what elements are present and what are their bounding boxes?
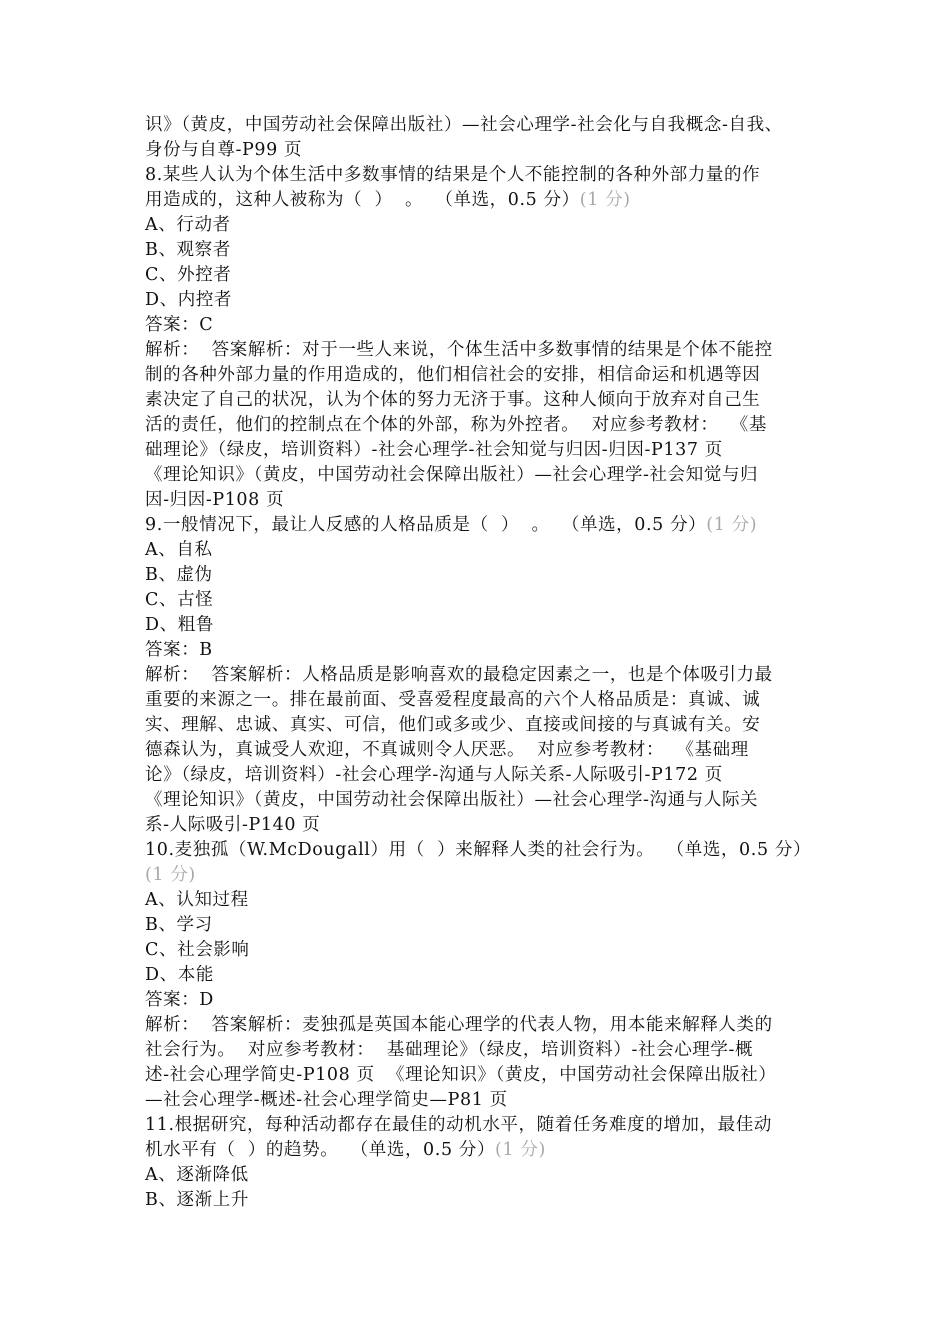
q10-stem: 10.麦独孤（W.McDougall）用（ ）来解释人类的社会行为。 （单选，0.5 分）: [145, 840, 812, 860]
q10-analysis: —社会心理学-概述-社会心理学简史—P81 页: [145, 1090, 508, 1110]
q8-score: (1 分): [579, 190, 631, 210]
q11-stem: 11.根据研究，每种活动都存在最佳的动机水平，随着任务难度的增加，最佳动: [145, 1115, 772, 1135]
q9-option-d: D、粗鲁: [145, 615, 214, 635]
q10-analysis: 解析： 答案解析：麦独孤是英国本能心理学的代表人物，用本能来解释人类的: [145, 1015, 773, 1035]
q8-analysis: 素决定了自己的状况，认为个体的努力无济于事。这种人倾向于放弃对自己生: [145, 390, 761, 410]
q8-analysis: 础理论》（绿皮，培训资料）-社会心理学-社会知觉与归因-归因-P137 页: [145, 440, 723, 460]
document-content: [145, 113, 825, 1213]
q10-option-b: B、学习: [145, 915, 213, 935]
q10-score: (1 分): [145, 865, 196, 885]
q8-option-a: A、行动者: [145, 215, 231, 235]
q8-analysis: 制的各种外部力量的作用造成的，他们相信社会的安排，相信命运和机遇等因: [145, 365, 761, 385]
q10-analysis: 述-社会心理学简史-P108 页 《理论知识》（黄皮，中国劳动社会保障出版社）: [145, 1065, 777, 1085]
q8-analysis: 《理论知识》（黄皮，中国劳动社会保障出版社）—社会心理学-社会知觉与归: [145, 465, 759, 485]
q11-option-a: A、逐渐降低: [145, 1165, 249, 1185]
q8-stem: 用造成的，这种人被称为（ ） 。 （单选，0.5 分）(1 分): [145, 190, 631, 210]
q9-stem: 9.一般情况下，最让人反感的人格品质是（ ） 。 （单选，0.5 分）(1 分): [145, 515, 758, 535]
q9-answer: 答案：B: [145, 640, 213, 660]
q10-option-c: C、社会影响: [145, 940, 250, 960]
q10-answer: 答案：D: [145, 990, 214, 1010]
intro-line: 识》（黄皮，中国劳动社会保障出版社）—社会心理学-社会化与自我概念-自我、: [145, 115, 783, 135]
q9-analysis: 《理论知识》（黄皮，中国劳动社会保障出版社）—社会心理学-沟通与人际关: [145, 790, 759, 810]
q11-stem: 机水平有（ ）的趋势。 （单选，0.5 分）(1 分): [145, 1140, 546, 1160]
q11-option-b: B、逐渐上升: [145, 1190, 249, 1210]
q8-option-d: D、内控者: [145, 290, 233, 310]
q9-option-a: A、自私: [145, 540, 213, 560]
q9-analysis: 德森认为，真诚受人欢迎，不真诚则令人厌恶。 对应参考教材： 《基础理: [145, 740, 749, 760]
q9-analysis: 论》（绿皮，培训资料）-社会心理学-沟通与人际关系-人际吸引-P172 页: [145, 765, 723, 785]
q11-score: (1 分): [495, 1140, 546, 1160]
intro-line: 身份与自尊-P99 页: [145, 140, 303, 160]
q8-analysis: 因-归因-P108 页: [145, 490, 285, 510]
q8-option-b: B、观察者: [145, 240, 231, 260]
q9-analysis: 实、理解、忠诚、真实、可信，他们或多或少、直接或间接的与真诚有关。安: [145, 715, 761, 735]
q9-score: (1 分): [706, 515, 758, 535]
q9-option-c: C、古怪: [145, 590, 214, 610]
q10-option-d: D、本能: [145, 965, 214, 985]
q9-option-b: B、虚伪: [145, 565, 213, 585]
q9-analysis: 重要的来源之一。排在最前面、受喜爱程度最高的六个人格品质是：真诚、诚: [145, 690, 761, 710]
q8-analysis: 解析： 答案解析：对于一些人来说，个体生活中多数事情的结果是个体不能控: [145, 340, 773, 360]
q9-analysis: 系-人际吸引-P140 页: [145, 815, 321, 835]
q10-analysis: 社会行为。 对应参考教材： 基础理论》（绿皮，培训资料）-社会心理学-概: [145, 1040, 754, 1060]
q10-option-a: A、认知过程: [145, 890, 249, 910]
q8-option-c: C、外控者: [145, 265, 232, 285]
q8-stem: 8.某些人认为个体生活中多数事情的结果是个人不能控制的各种外部力量的作: [145, 165, 761, 185]
q8-analysis: 活的责任，他们的控制点在个体的外部，称为外控者。 对应参考教材： 《基: [145, 415, 767, 435]
q9-analysis: 解析： 答案解析：人格品质是影响喜欢的最稳定因素之一，也是个体吸引力最: [145, 665, 773, 685]
q8-answer: 答案：C: [145, 315, 214, 335]
